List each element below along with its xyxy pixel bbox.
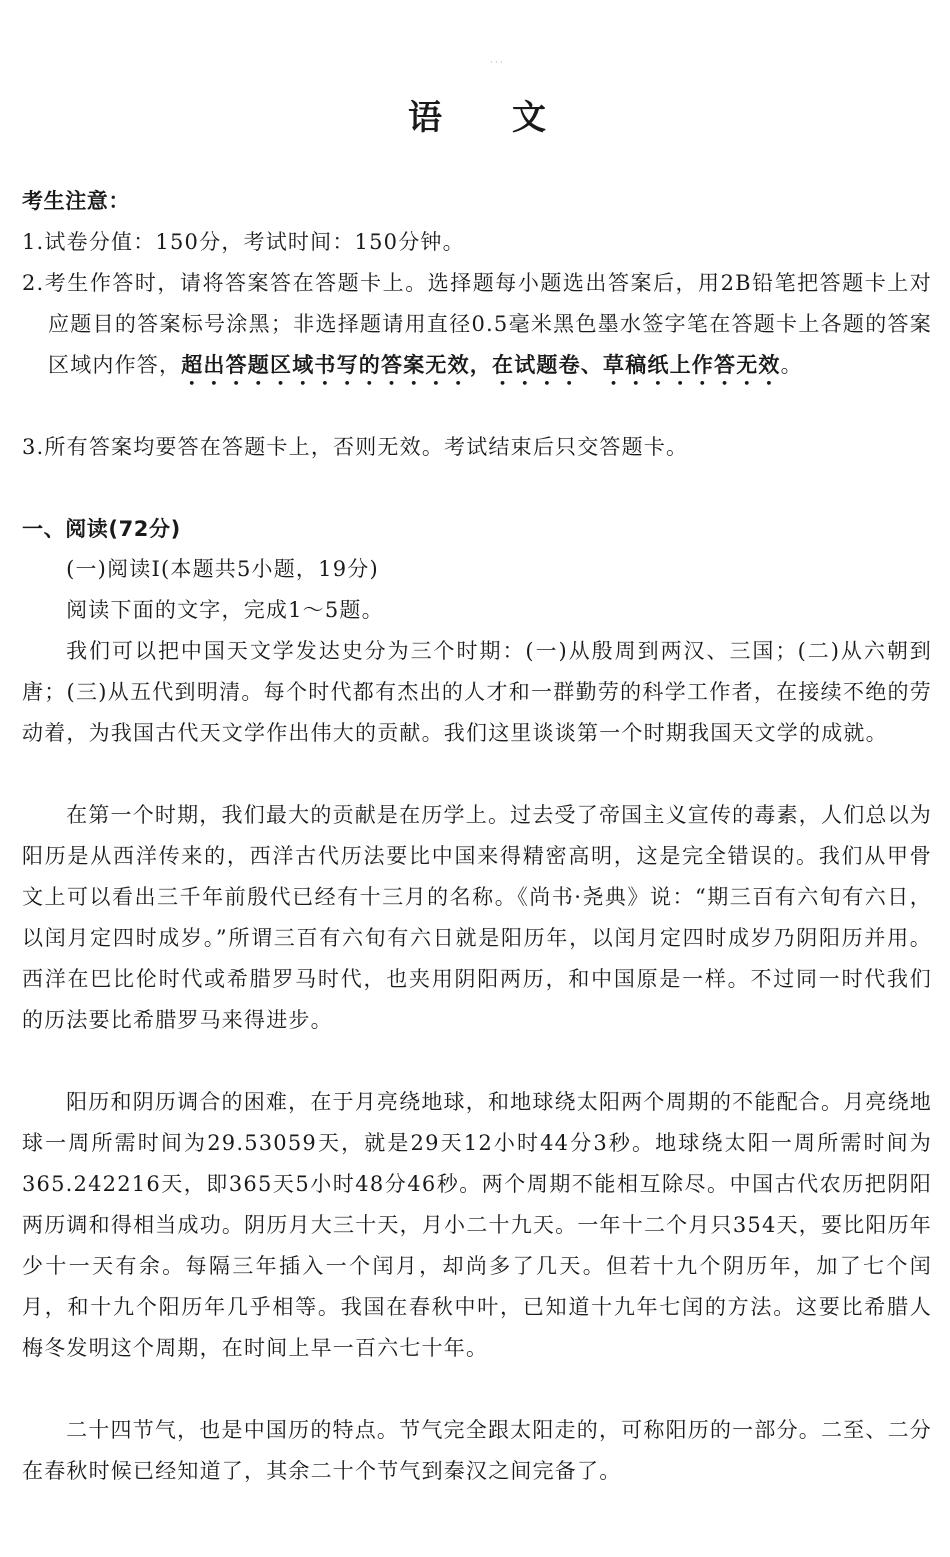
passage-paragraph-3: 阳历和阴历调合的困难，在于月亮绕地球，和地球绕太阳两个周期的不能配合。月亮绕地球一周所需时间为29.53059天，就是29天12小时44分3秒。地球绕太阳一周所需时间为365.242216天，即365天5小时48分46秒。两个周期不能相互除尽。中国古代农历把阴阳两历调和得相当成功。阴历月大三十天，月小二十九天。一年十二个月只354天，要比阳历年少十一天有余。每隔三年插入一个闰月，却尚多了几天。但若十九个阴历年，加了七个闰月，和十九个阳历年几乎相等。我国在春秋中叶，已知道十九年七闰的方法。这要比希腊人梅冬发明这个周期，在时间上早一百六七十年。 bbox=[22, 1090, 932, 1360]
instruction: 阅读下面的文字，完成1～5题。 bbox=[66, 598, 384, 622]
notice-item-2-text: 2.考生作答时，请将答案答在答题卡上。选择题每小题选出答案后，用2B铅笔把答题卡上对应题目的答案标号涂黑；非选择题请用直径0.5毫米黑色墨水签字笔在答题卡上各题的答案区域内作答， bbox=[22, 271, 932, 377]
scan-artifact: · · · bbox=[490, 58, 503, 67]
notice-item-2 bbox=[22, 263, 932, 390]
page-title: 语文 bbox=[408, 98, 616, 138]
notice-item-3: 3.所有答案均要答在答题卡上，否则无效。考试结束后只交答题卡。 bbox=[22, 435, 689, 459]
passage-paragraph-4: 二十四节气，也是中国历的特点。节气完全跟太阳走的，可称阳历的一部分。二至、二分在春秋时候已经知道了，其余二十个节气到秦汉之间完备了。 bbox=[22, 1418, 932, 1482]
section-heading: 一、阅读(72分) bbox=[22, 517, 181, 541]
passage-paragraph-2: 在第一个时期，我们最大的贡献是在历学上。过去受了帝国主义宣传的毒素，人们总以为阳历是从西洋传来的，西洋古代历法要比中国来得精密高明，这是完全错误的。我们从甲骨文上可以看出三千年前殷代已经有十三月的名称。《尚书·尧典》说：“期三百有六旬有六日，以闰月定四时成岁。”所谓三百有六旬有六日就是阳历年，以闰月定四时成岁乃阴阳历并用。西洋在巴比伦时代或希腊罗马时代，也夹用阴阳两历，和中国原是一样。不过同一时代我们的历法要比希腊罗马来得进步。 bbox=[22, 803, 932, 1032]
notice-item-2-end: 。 bbox=[780, 353, 803, 377]
sub-heading: (一)阅读Ⅰ(本题共5小题，19分) bbox=[66, 557, 379, 581]
notice-item-2-emphasis: 超出答题区域书写的答案无效，在试题卷、草稿纸上作答无效 bbox=[181, 353, 781, 377]
notice-item-1: 1.试卷分值：150分，考试时间：150分钟。 bbox=[22, 230, 465, 254]
notice-heading: 考生注意： bbox=[22, 189, 130, 213]
passage-paragraph-1: 我们可以把中国天文学发达史分为三个时期：(一)从殷周到两汉、三国；(二)从六朝到唐；(三)从五代到明清。每个时代都有杰出的人才和一群勤劳的科学工作者，在接续不绝的劳动着，为我国古代天文学作出伟大的贡献。我们这里谈谈第一个时期我国天文学的成就。 bbox=[22, 639, 932, 745]
